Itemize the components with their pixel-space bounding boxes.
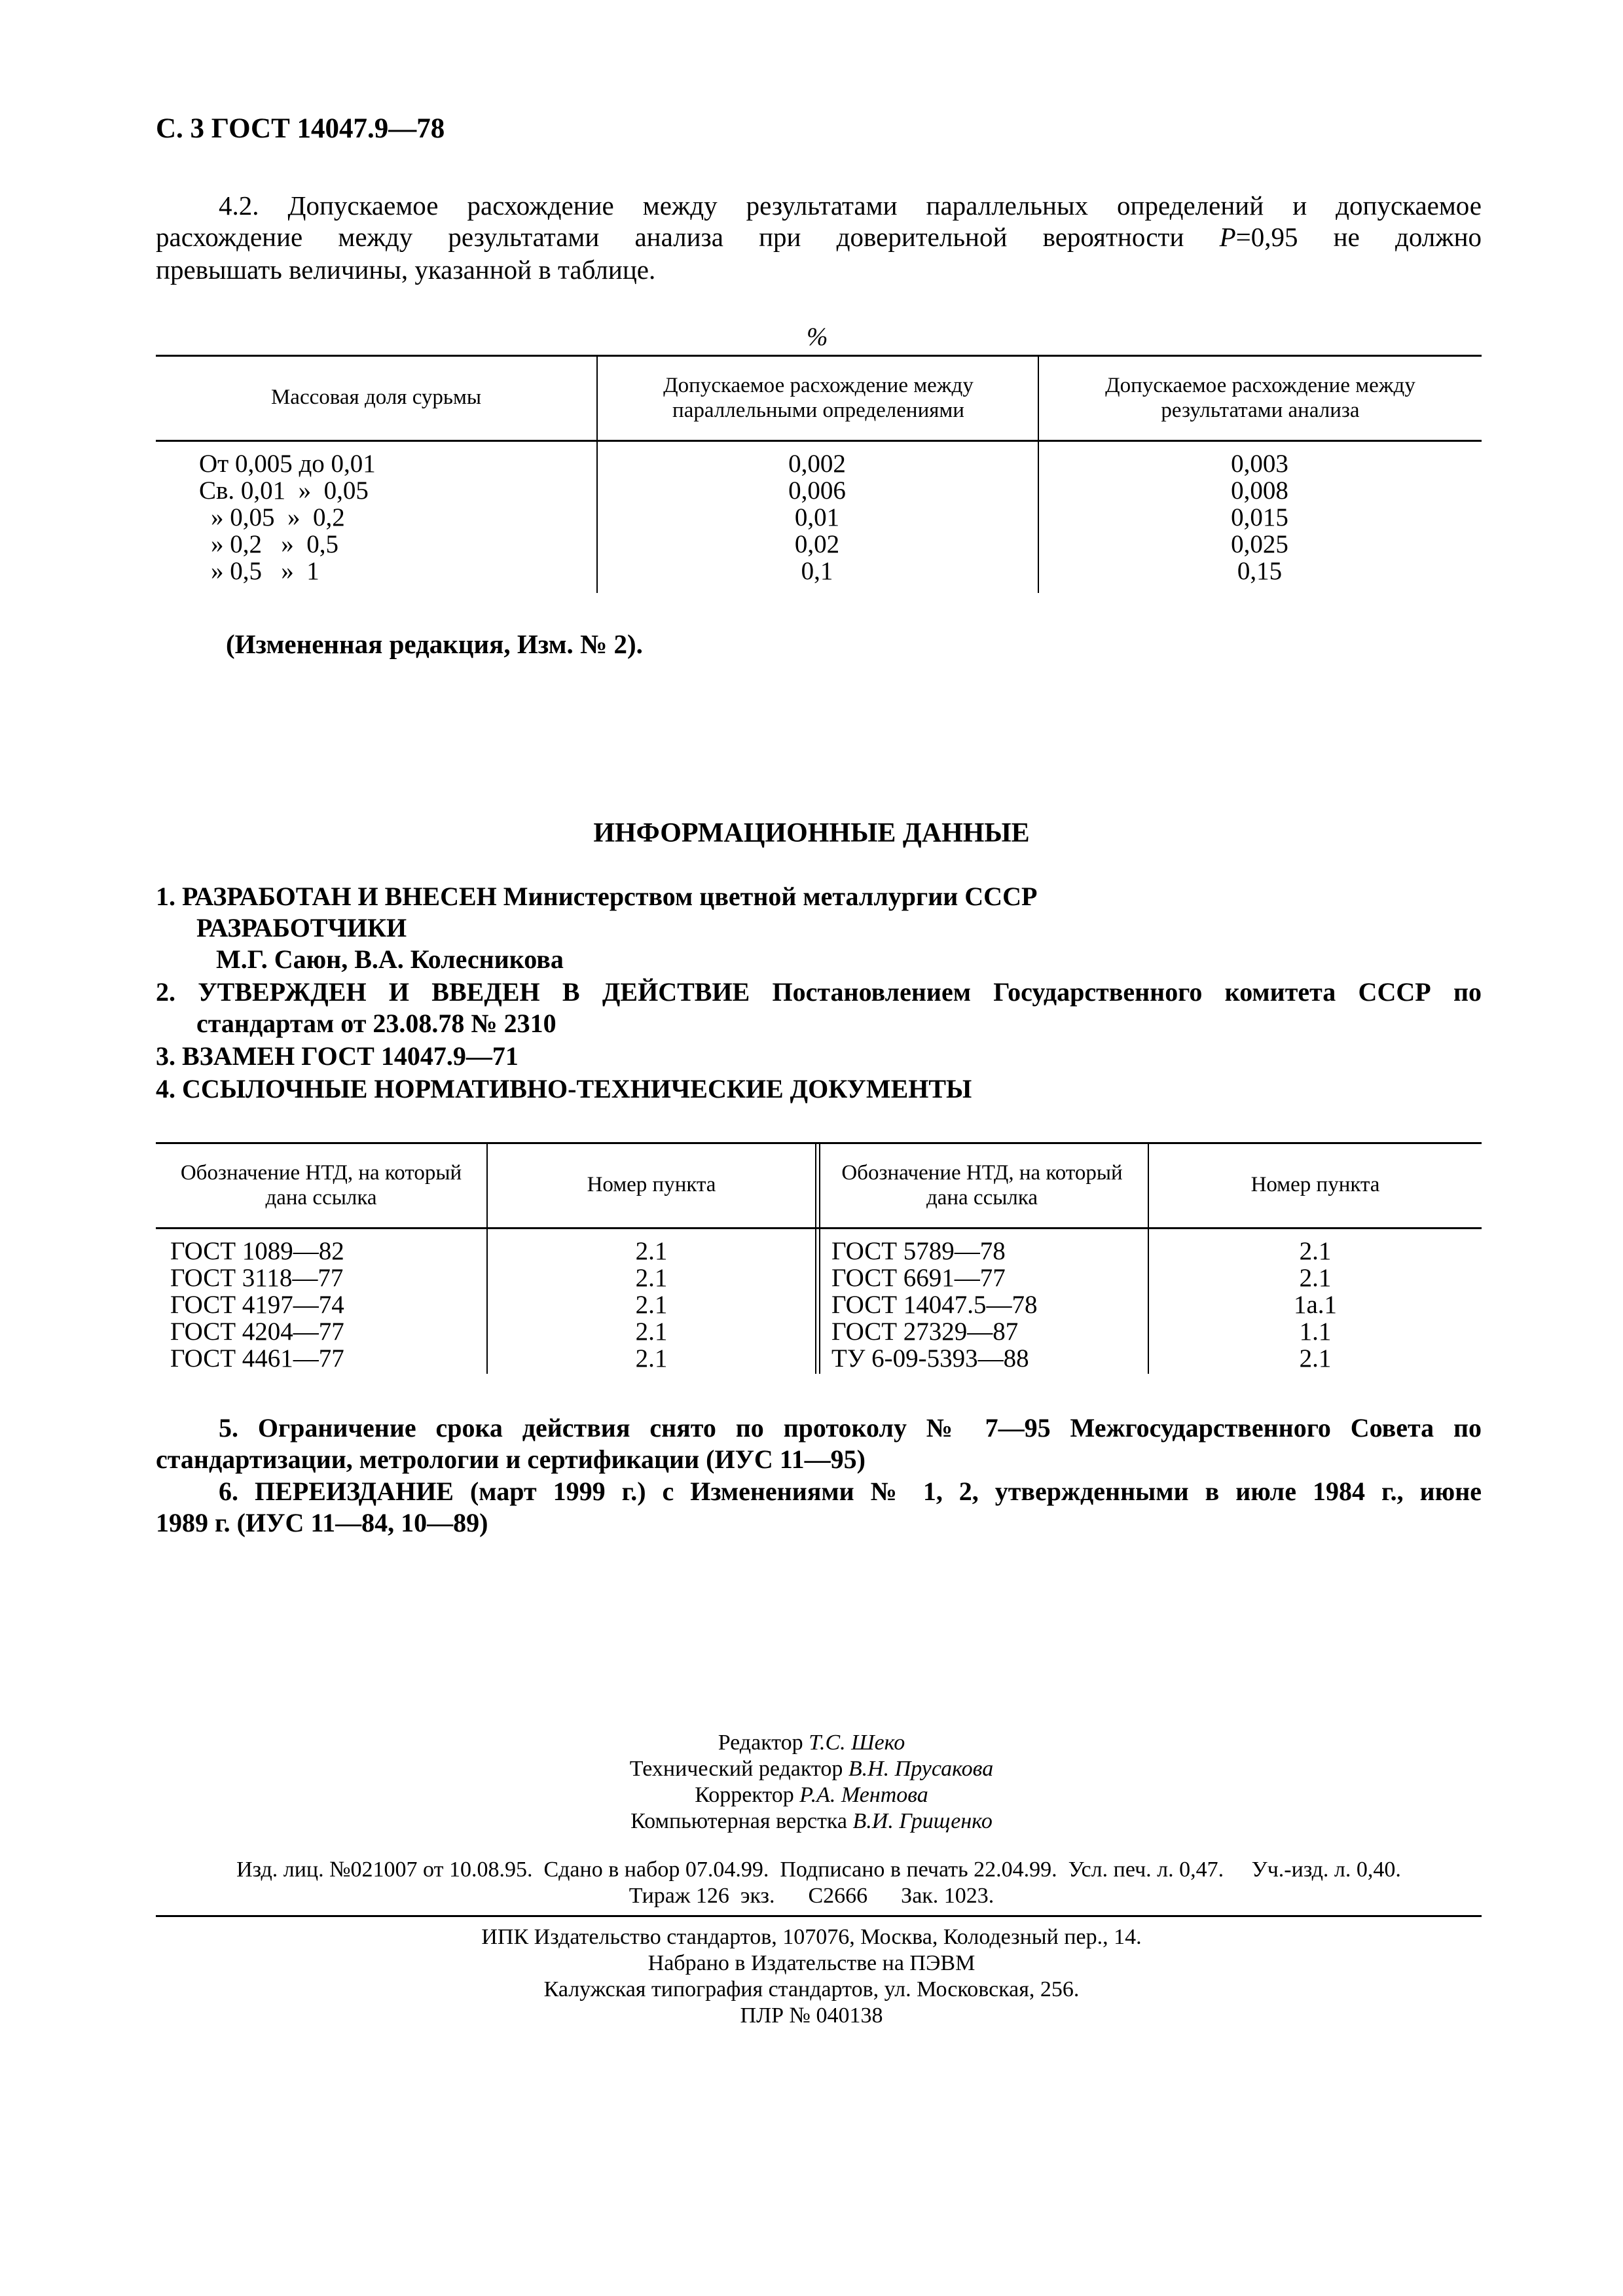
mass-share-cell: » 0,05 » 0,2: [211, 503, 345, 531]
ntd-cell: ГОСТ 4197—74: [170, 1291, 344, 1319]
analysis-cell: 0,025: [1231, 530, 1288, 558]
table1-header-analysis: Допускаемое расхождение между результатами анализа: [1105, 374, 1415, 422]
parallel-cell: 0,1: [801, 557, 833, 585]
parallel-cell: 0,02: [794, 530, 840, 558]
analysis-cell: 0,003: [1231, 450, 1288, 478]
table1-header-parallel: Допускаемое расхождение между параллельными определениями: [663, 374, 974, 422]
table1-header-rule: [156, 440, 1482, 442]
info-developers-label: РАЗРАБОТЧИКИ: [196, 913, 407, 942]
print-details: Изд. лиц. №021007 от 10.08.95. Сдано в набор 07.04.99. Подписано в печать 22.04.99. Усл. печ. л. 0,47. Уч.-изд. л. 0,40.: [236, 1857, 1401, 1882]
table2-header-doc-1: Обозначение НТД, на который дана ссылка: [180, 1161, 462, 1210]
clause-line-3: превышать величины, указанной в таблице.: [156, 255, 656, 285]
credit-layout: Компьютерная верстка В.И. Грищенко: [630, 1809, 993, 1833]
info-developers: М.Г. Саюн, В.А. Колесникова: [216, 944, 564, 974]
clause-line-1: 4.2. Допускаемое расхождение между результатами параллельных определений и допускаемое: [219, 190, 1482, 221]
parallel-cell: 0,006: [788, 476, 846, 505]
clause-line-2: расхождение между результатами анализа при доверительной вероятности P=0,95 не должно: [156, 222, 1482, 252]
info-item-4: 4. ССЫЛОЧНЫЕ НОРМАТИВНО-ТЕХНИЧЕСКИЕ ДОКУМЕНТЫ: [156, 1074, 972, 1103]
parallel-cell: 0,002: [788, 450, 846, 478]
analysis-cell: 0,008: [1231, 476, 1288, 505]
ntd-cell: ГОСТ 4204—77: [170, 1318, 344, 1346]
ntd-cell: ТУ 6-09-5393—88: [831, 1344, 1029, 1372]
ntd-cell: ГОСТ 5789—78: [831, 1237, 1006, 1265]
credit-tech-editor: Технический редактор В.Н. Прусакова: [629, 1757, 994, 1781]
point-cell: 2.1: [635, 1237, 668, 1265]
info-item-3: 3. ВЗАМЕН ГОСТ 14047.9—71: [156, 1041, 519, 1071]
table2-header-doc-2: Обозначение НТД, на который дана ссылка: [841, 1161, 1123, 1210]
publisher-line-3: Калужская типография стандартов, ул. Московская, 256.: [543, 1977, 1080, 2001]
point-cell: 2.1: [1299, 1264, 1332, 1292]
point-cell: 2.1: [1299, 1237, 1332, 1265]
item-6-line2: 1989 г. (ИУС 11—84, 10—89): [156, 1508, 488, 1537]
publisher-line-4: ПЛР № 040138: [740, 2003, 883, 2028]
imprint-rule: [156, 1915, 1482, 1917]
point-cell: 2.1: [635, 1318, 668, 1346]
credit-corrector: Корректор Р.А. Ментова: [695, 1783, 928, 1807]
ntd-cell: ГОСТ 6691—77: [831, 1264, 1006, 1292]
info-title: ИНФОРМАЦИОННЫЕ ДАННЫЕ: [593, 818, 1030, 848]
credit-editor: Редактор Т.С. Шеко: [718, 1731, 905, 1755]
table1-unit: %: [807, 323, 828, 351]
ntd-cell: ГОСТ 14047.5—78: [831, 1291, 1038, 1319]
point-cell: 1.1: [1299, 1318, 1332, 1346]
point-cell: 1а.1: [1293, 1291, 1338, 1319]
probability-symbol: P: [1219, 222, 1236, 252]
ntd-cell: ГОСТ 1089—82: [170, 1237, 344, 1265]
point-cell: 2.1: [635, 1291, 668, 1319]
table2-divider-2: [815, 1142, 816, 1374]
amendment-note: (Измененная редакция, Изм. № 2).: [226, 629, 643, 659]
info-item-2-line1: 2. УТВЕРЖДЕН И ВВЕДЕН В ДЕЙСТВИЕ Постановлением Государственного комитета СССР по: [156, 977, 1482, 1007]
analysis-cell: 0,15: [1237, 557, 1283, 585]
table2-header-point-2: Номер пункта: [1250, 1173, 1380, 1196]
item-5-line1: 5. Ограничение срока действия снято по протоколу № 7—95 Межгосударственного Совета по: [219, 1413, 1482, 1443]
table2-header-point-1: Номер пункта: [587, 1173, 716, 1196]
analysis-cell: 0,015: [1231, 503, 1288, 531]
mass-share-cell: Св. 0,01 » 0,05: [199, 476, 369, 505]
mass-share-cell: » 0,5 » 1: [211, 557, 319, 585]
print-run: Тираж 126 экз. С2666 Зак. 1023.: [629, 1884, 994, 1908]
info-item-2-line2: стандартам от 23.08.78 № 2310: [196, 1009, 556, 1038]
publisher-line-1: ИПК Издательство стандартов, 107076, Москва, Колодезный пер., 14.: [481, 1925, 1142, 1949]
page-header: С. 3 ГОСТ 14047.9—78: [156, 113, 445, 144]
point-cell: 2.1: [1299, 1344, 1332, 1372]
mass-share-cell: От 0,005 до 0,01: [199, 450, 376, 478]
table1-top-rule: [156, 355, 1482, 357]
publisher-line-2: Набрано в Издательстве на ПЭВМ: [647, 1951, 976, 1975]
mass-share-cell: » 0,2 » 0,5: [211, 530, 338, 558]
point-cell: 2.1: [635, 1264, 668, 1292]
parallel-cell: 0,01: [794, 503, 840, 531]
ntd-cell: ГОСТ 27329—87: [831, 1318, 1019, 1346]
table1-header-share: Массовая доля сурьмы: [270, 386, 482, 409]
item-6-line1: 6. ПЕРЕИЗДАНИЕ (март 1999 г.) с Изменениями № 1, 2, утвержденными в июле 1984 г., июне: [219, 1477, 1482, 1506]
point-cell: 2.1: [635, 1344, 668, 1372]
ntd-cell: ГОСТ 4461—77: [170, 1344, 344, 1372]
info-item-1: 1. РАЗРАБОТАН И ВНЕСЕН Министерством цветной металлургии СССР: [156, 882, 1038, 911]
item-5-line2: стандартизации, метрологии и сертификации (ИУС 11—95): [156, 1444, 866, 1474]
ntd-cell: ГОСТ 3118—77: [170, 1264, 344, 1292]
table2-divider-2b: [819, 1142, 820, 1374]
